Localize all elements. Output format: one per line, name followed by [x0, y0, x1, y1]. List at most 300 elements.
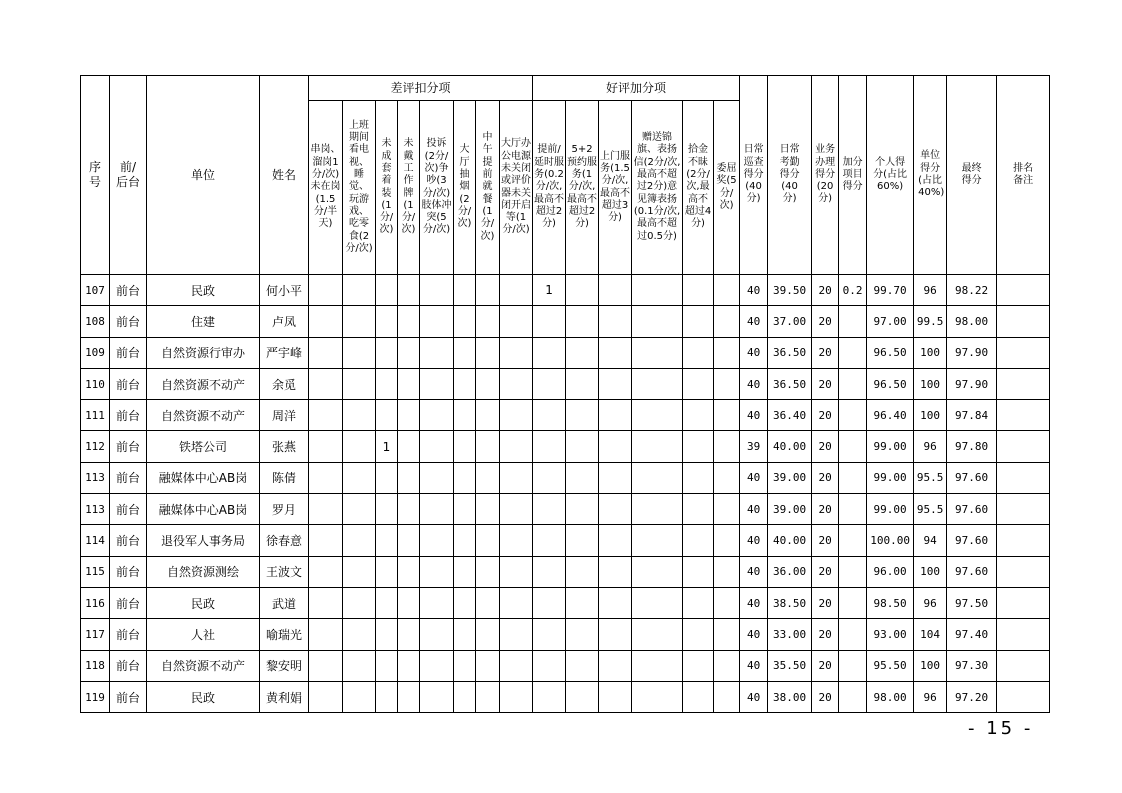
cell-final: 97.60: [947, 556, 997, 587]
cell-inspection: 40: [740, 275, 768, 306]
cell-neg1: [343, 400, 376, 431]
cell-bonus: [839, 337, 867, 368]
cell-neg0: [309, 556, 343, 587]
cell-pos3: [632, 681, 683, 712]
cell-desk: 前台: [110, 525, 147, 556]
cell-unit-score: 100: [914, 650, 947, 681]
cell-inspection: 40: [740, 400, 768, 431]
cell-neg5: [454, 368, 476, 399]
cell-pos1: [566, 587, 599, 618]
cell-final: 97.50: [947, 587, 997, 618]
cell-bonus: [839, 556, 867, 587]
cell-neg5: [454, 681, 476, 712]
cell-seq: 113: [81, 494, 110, 525]
cell-neg4: [420, 400, 454, 431]
cell-seq: 115: [81, 556, 110, 587]
cell-pos3: [632, 368, 683, 399]
table-row: [81, 337, 1050, 368]
cell-neg4: [420, 368, 454, 399]
cell-neg1: [343, 619, 376, 650]
cell-bonus: [839, 681, 867, 712]
header-neg-col: 中午提前就餐(1分/次): [476, 101, 500, 275]
cell-unit: 民政: [147, 681, 260, 712]
cell-neg7: [500, 337, 533, 368]
cell-neg3: [398, 275, 420, 306]
cell-bonus: [839, 400, 867, 431]
cell-bonus: [839, 462, 867, 493]
cell-name: 罗月: [260, 494, 309, 525]
cell-unit-score: 96: [914, 431, 947, 462]
cell-name: 余觅: [260, 368, 309, 399]
cell-personal: 100.00: [867, 525, 914, 556]
cell-pos5: [714, 337, 740, 368]
cell-neg7: [500, 556, 533, 587]
cell-uniform: [376, 681, 398, 712]
cell-neg7: [500, 494, 533, 525]
cell-neg5: [454, 275, 476, 306]
cell-pos2: [599, 681, 632, 712]
cell-unit: 自然资源不动产: [147, 650, 260, 681]
cell-name: 王波文: [260, 556, 309, 587]
cell-pos2: [599, 619, 632, 650]
cell-neg4: [420, 619, 454, 650]
header-pos-col: 赠送锦旗、表扬信(2分/次,最高不超过2分)意见簿表扬(0.1分/次,最高不超过0.5分): [632, 101, 683, 275]
cell-uniform: [376, 368, 398, 399]
cell-name: 喻瑞光: [260, 619, 309, 650]
cell-pos1: [566, 462, 599, 493]
header-neg-col: 上班期间看电视、睡觉、玩游戏、吃零食(2分/次): [343, 101, 376, 275]
cell-unit-score: 95.5: [914, 494, 947, 525]
cell-uniform: [376, 556, 398, 587]
table-row: [81, 275, 1050, 306]
cell-personal: 99.00: [867, 462, 914, 493]
cell-uniform: 1: [376, 431, 398, 462]
cell-neg5: [454, 337, 476, 368]
table-row: [81, 681, 1050, 712]
cell-unit: 民政: [147, 275, 260, 306]
cell-business: 20: [812, 275, 839, 306]
cell-name: 陈倩: [260, 462, 309, 493]
cell-attendance: 38.50: [768, 587, 812, 618]
header-pos-col: 拾金不昧(2分/次,最高不超过4分): [683, 101, 714, 275]
cell-attendance: 36.50: [768, 368, 812, 399]
cell-pos1: [566, 525, 599, 556]
cell-uniform: [376, 587, 398, 618]
cell-business: 20: [812, 306, 839, 337]
cell-personal: 93.00: [867, 619, 914, 650]
header-rank: 排名备注: [997, 76, 1050, 275]
cell-neg7: [500, 306, 533, 337]
cell-advance: [533, 494, 566, 525]
cell-pos5: [714, 681, 740, 712]
cell-neg0: [309, 275, 343, 306]
cell-pos2: [599, 275, 632, 306]
score-table: [80, 75, 1050, 713]
cell-neg0: [309, 494, 343, 525]
cell-desk: 前台: [110, 650, 147, 681]
header-pos-col: 委屈奖(5分/次): [714, 101, 740, 275]
cell-name: 何小平: [260, 275, 309, 306]
cell-uniform: [376, 619, 398, 650]
header-neg-col: 未成套着装(1分/次): [376, 101, 398, 275]
cell-seq: 118: [81, 650, 110, 681]
cell-pos5: [714, 650, 740, 681]
cell-name: 张燕: [260, 431, 309, 462]
header-neg-col: 大厅抽烟(2分/次): [454, 101, 476, 275]
cell-neg6: [476, 462, 500, 493]
cell-pos2: [599, 494, 632, 525]
cell-unit: 自然资源不动产: [147, 400, 260, 431]
cell-pos1: [566, 400, 599, 431]
table-row: [81, 431, 1050, 462]
cell-neg4: [420, 337, 454, 368]
table-row: [81, 368, 1050, 399]
cell-neg1: [343, 525, 376, 556]
cell-pos1: [566, 306, 599, 337]
cell-desk: 前台: [110, 368, 147, 399]
cell-pos2: [599, 431, 632, 462]
cell-unit-score: 100: [914, 337, 947, 368]
cell-unit-score: 95.5: [914, 462, 947, 493]
cell-unit: 铁塔公司: [147, 431, 260, 462]
cell-final: 97.60: [947, 494, 997, 525]
cell-rank: [997, 368, 1050, 399]
cell-pos5: [714, 556, 740, 587]
cell-attendance: 33.00: [768, 619, 812, 650]
cell-pos5: [714, 462, 740, 493]
cell-pos3: [632, 650, 683, 681]
table-row: [81, 525, 1050, 556]
table-row: [81, 556, 1050, 587]
cell-neg6: [476, 368, 500, 399]
cell-final: 97.80: [947, 431, 997, 462]
cell-seq: 119: [81, 681, 110, 712]
header-final: 最终得分: [947, 76, 997, 275]
cell-bonus: [839, 525, 867, 556]
cell-pos2: [599, 337, 632, 368]
cell-personal: 96.50: [867, 337, 914, 368]
cell-pos1: [566, 431, 599, 462]
cell-pos5: [714, 525, 740, 556]
cell-uniform: [376, 400, 398, 431]
cell-final: 97.90: [947, 337, 997, 368]
cell-personal: 96.50: [867, 368, 914, 399]
cell-pos3: [632, 556, 683, 587]
cell-attendance: 36.40: [768, 400, 812, 431]
cell-business: 20: [812, 494, 839, 525]
cell-unit-score: 96: [914, 587, 947, 618]
cell-rank: [997, 400, 1050, 431]
cell-rank: [997, 650, 1050, 681]
cell-neg7: [500, 400, 533, 431]
cell-desk: 前台: [110, 494, 147, 525]
cell-uniform: [376, 337, 398, 368]
header-neg-col: 大厅办公电源未关闭或评价器未关闭开启等(1分/次): [500, 101, 533, 275]
cell-neg5: [454, 650, 476, 681]
cell-desk: 前台: [110, 462, 147, 493]
cell-attendance: 36.50: [768, 337, 812, 368]
cell-pos4: [683, 619, 714, 650]
cell-neg5: [454, 400, 476, 431]
cell-advance: [533, 556, 566, 587]
cell-rank: [997, 431, 1050, 462]
cell-seq: 116: [81, 587, 110, 618]
cell-name: 武道: [260, 587, 309, 618]
cell-uniform: [376, 462, 398, 493]
cell-inspection: 40: [740, 587, 768, 618]
cell-final: 97.40: [947, 619, 997, 650]
cell-business: 20: [812, 462, 839, 493]
cell-attendance: 37.00: [768, 306, 812, 337]
cell-neg4: [420, 462, 454, 493]
header-unit-score: 单位得分(占比40%): [914, 76, 947, 275]
cell-business: 20: [812, 525, 839, 556]
cell-pos5: [714, 587, 740, 618]
cell-neg0: [309, 525, 343, 556]
cell-neg7: [500, 681, 533, 712]
page-number: - 15 -: [968, 718, 1034, 739]
cell-personal: 99.00: [867, 431, 914, 462]
cell-pos2: [599, 525, 632, 556]
cell-unit: 融媒体中心AB岗: [147, 462, 260, 493]
cell-advance: [533, 462, 566, 493]
cell-seq: 117: [81, 619, 110, 650]
cell-inspection: 40: [740, 681, 768, 712]
cell-unit-score: 96: [914, 275, 947, 306]
cell-bonus: [839, 368, 867, 399]
header-negative-group: 差评扣分项: [309, 76, 533, 101]
header-attendance: 日常考勤得分(40分): [768, 76, 812, 275]
cell-unit: 民政: [147, 587, 260, 618]
cell-neg0: [309, 337, 343, 368]
cell-pos2: [599, 368, 632, 399]
cell-unit: 自然资源测绘: [147, 556, 260, 587]
cell-uniform: [376, 275, 398, 306]
cell-neg1: [343, 275, 376, 306]
cell-neg6: [476, 619, 500, 650]
cell-neg1: [343, 556, 376, 587]
cell-bonus: 0.2: [839, 275, 867, 306]
cell-neg5: [454, 494, 476, 525]
cell-neg6: [476, 400, 500, 431]
cell-pos2: [599, 650, 632, 681]
cell-neg0: [309, 306, 343, 337]
cell-neg5: [454, 462, 476, 493]
cell-seq: 109: [81, 337, 110, 368]
cell-advance: [533, 368, 566, 399]
cell-neg3: [398, 337, 420, 368]
cell-pos3: [632, 337, 683, 368]
cell-rank: [997, 462, 1050, 493]
cell-neg1: [343, 494, 376, 525]
cell-seq: 107: [81, 275, 110, 306]
cell-neg0: [309, 619, 343, 650]
cell-seq: 110: [81, 368, 110, 399]
cell-name: 黎安明: [260, 650, 309, 681]
table-row: [81, 462, 1050, 493]
cell-pos3: [632, 431, 683, 462]
cell-seq: 112: [81, 431, 110, 462]
cell-inspection: 40: [740, 494, 768, 525]
cell-unit-score: 104: [914, 619, 947, 650]
cell-neg5: [454, 306, 476, 337]
cell-bonus: [839, 619, 867, 650]
cell-personal: 98.50: [867, 587, 914, 618]
cell-inspection: 40: [740, 368, 768, 399]
cell-neg7: [500, 525, 533, 556]
cell-neg3: [398, 681, 420, 712]
cell-neg7: [500, 619, 533, 650]
cell-inspection: 40: [740, 650, 768, 681]
cell-neg6: [476, 431, 500, 462]
cell-inspection: 40: [740, 306, 768, 337]
cell-rank: [997, 525, 1050, 556]
cell-inspection: 40: [740, 337, 768, 368]
cell-neg1: [343, 587, 376, 618]
cell-neg0: [309, 368, 343, 399]
cell-pos3: [632, 494, 683, 525]
cell-pos4: [683, 525, 714, 556]
cell-neg1: [343, 681, 376, 712]
cell-neg3: [398, 525, 420, 556]
cell-rank: [997, 275, 1050, 306]
cell-bonus: [839, 306, 867, 337]
cell-final: 97.30: [947, 650, 997, 681]
cell-business: 20: [812, 400, 839, 431]
cell-neg4: [420, 587, 454, 618]
table-row: [81, 306, 1050, 337]
cell-pos1: [566, 556, 599, 587]
cell-neg5: [454, 431, 476, 462]
cell-pos2: [599, 462, 632, 493]
cell-uniform: [376, 650, 398, 681]
cell-neg5: [454, 556, 476, 587]
cell-unit: 融媒体中心AB岗: [147, 494, 260, 525]
cell-advance: 1: [533, 275, 566, 306]
cell-neg1: [343, 337, 376, 368]
cell-desk: 前台: [110, 619, 147, 650]
cell-neg3: [398, 587, 420, 618]
cell-advance: [533, 587, 566, 618]
cell-pos4: [683, 431, 714, 462]
cell-pos3: [632, 619, 683, 650]
cell-personal: 99.70: [867, 275, 914, 306]
cell-pos4: [683, 337, 714, 368]
cell-neg4: [420, 556, 454, 587]
header-neg-col: 串岗、溜岗1分/次)未在岗(1.5分/半天): [309, 101, 343, 275]
cell-pos4: [683, 368, 714, 399]
cell-pos1: [566, 337, 599, 368]
header-name: 姓名: [260, 76, 309, 275]
cell-pos3: [632, 306, 683, 337]
cell-pos1: [566, 650, 599, 681]
cell-attendance: 39.00: [768, 494, 812, 525]
cell-neg7: [500, 368, 533, 399]
cell-name: 徐春意: [260, 525, 309, 556]
cell-neg6: [476, 275, 500, 306]
cell-business: 20: [812, 619, 839, 650]
header-business: 业务办理得分(20分): [812, 76, 839, 275]
cell-advance: [533, 400, 566, 431]
header-neg-col: 未戴工作牌(1分/次): [398, 101, 420, 275]
cell-neg3: [398, 494, 420, 525]
cell-neg6: [476, 681, 500, 712]
cell-business: 20: [812, 337, 839, 368]
cell-attendance: 36.00: [768, 556, 812, 587]
cell-uniform: [376, 306, 398, 337]
cell-desk: 前台: [110, 306, 147, 337]
cell-advance: [533, 337, 566, 368]
header-positive-group: 好评加分项: [533, 76, 740, 101]
cell-pos4: [683, 400, 714, 431]
cell-bonus: [839, 494, 867, 525]
cell-business: 20: [812, 431, 839, 462]
cell-neg1: [343, 650, 376, 681]
cell-pos5: [714, 275, 740, 306]
cell-neg6: [476, 587, 500, 618]
cell-neg5: [454, 587, 476, 618]
header-pos-col: 上门服务(1.5分/次,最高不超过3分): [599, 101, 632, 275]
cell-pos4: [683, 306, 714, 337]
cell-personal: 96.00: [867, 556, 914, 587]
cell-unit: 自然资源行审办: [147, 337, 260, 368]
cell-pos3: [632, 400, 683, 431]
cell-neg0: [309, 400, 343, 431]
cell-pos3: [632, 275, 683, 306]
cell-bonus: [839, 431, 867, 462]
cell-inspection: 40: [740, 619, 768, 650]
cell-neg3: [398, 306, 420, 337]
cell-neg0: [309, 431, 343, 462]
header-pos-col: 5+2预约服务(1分/次,最高不超过2分): [566, 101, 599, 275]
cell-name: 严宇峰: [260, 337, 309, 368]
cell-personal: 97.00: [867, 306, 914, 337]
cell-neg1: [343, 431, 376, 462]
cell-attendance: 38.00: [768, 681, 812, 712]
header-unit: 单位: [147, 76, 260, 275]
cell-desk: 前台: [110, 587, 147, 618]
cell-unit-score: 100: [914, 400, 947, 431]
cell-neg3: [398, 556, 420, 587]
cell-final: 97.84: [947, 400, 997, 431]
cell-desk: 前台: [110, 275, 147, 306]
cell-rank: [997, 619, 1050, 650]
cell-personal: 95.50: [867, 650, 914, 681]
cell-uniform: [376, 494, 398, 525]
cell-pos4: [683, 556, 714, 587]
cell-pos4: [683, 681, 714, 712]
cell-pos2: [599, 306, 632, 337]
cell-inspection: 40: [740, 556, 768, 587]
cell-neg3: [398, 619, 420, 650]
cell-pos3: [632, 525, 683, 556]
cell-business: 20: [812, 556, 839, 587]
cell-seq: 111: [81, 400, 110, 431]
cell-pos1: [566, 275, 599, 306]
cell-pos4: [683, 275, 714, 306]
cell-attendance: 39.00: [768, 462, 812, 493]
cell-neg6: [476, 556, 500, 587]
table-row: [81, 650, 1050, 681]
cell-pos3: [632, 462, 683, 493]
cell-neg3: [398, 650, 420, 681]
cell-neg6: [476, 306, 500, 337]
cell-neg1: [343, 462, 376, 493]
cell-desk: 前台: [110, 556, 147, 587]
cell-neg6: [476, 337, 500, 368]
cell-advance: [533, 619, 566, 650]
cell-neg4: [420, 306, 454, 337]
